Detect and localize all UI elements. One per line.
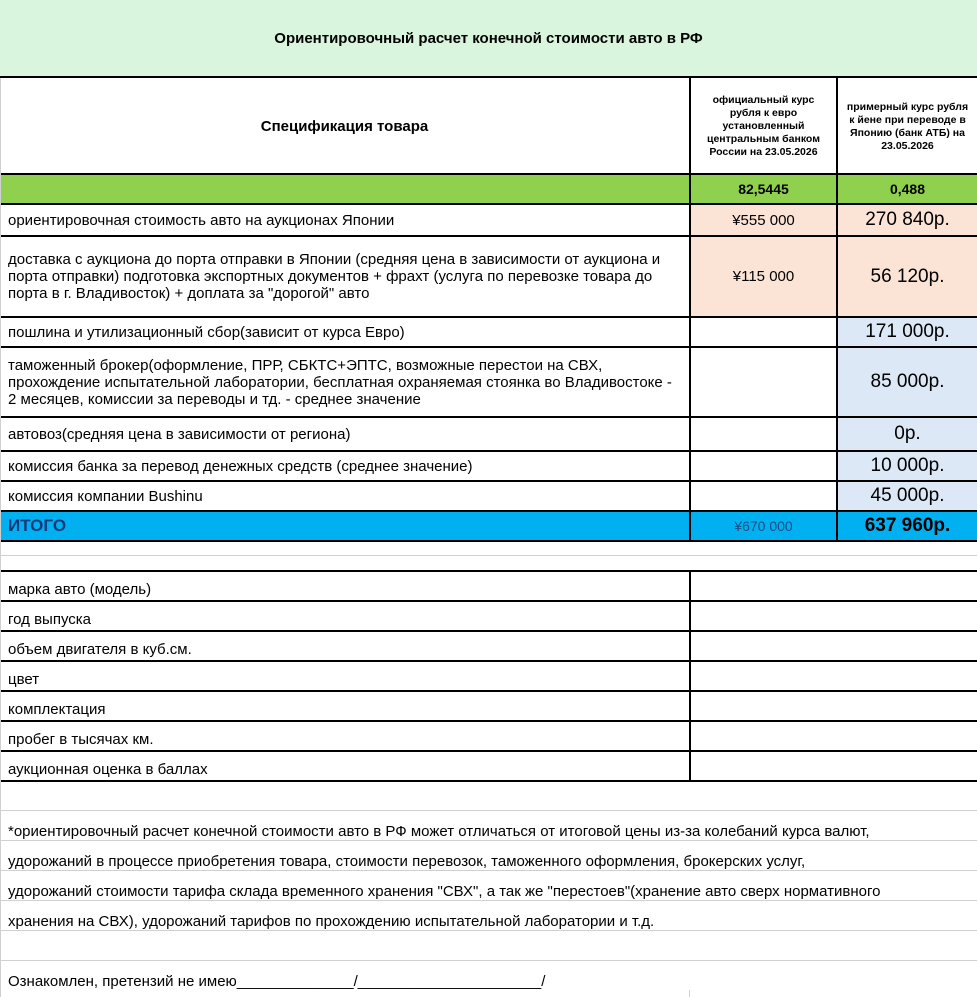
car-field-value[interactable] (691, 602, 977, 630)
total-label: ИТОГО (8, 516, 67, 535)
cost-row-label: комиссия компании Bushinu (8, 487, 203, 505)
euro-rate-value: 82,5445 (738, 181, 789, 197)
cost-row-rub: 56 120р. (838, 237, 977, 316)
cost-row-label: пошлина и утилизационный сбор(зависит от курса Евро) (8, 323, 405, 341)
grid-line (0, 600, 977, 602)
grid-line (0, 930, 977, 931)
cost-row-yen (691, 418, 836, 450)
car-field-value[interactable] (691, 692, 977, 720)
note-line: *ориентировочный расчет конечной стоимости авто в РФ может отличаться от итоговой цены из-за колебаний курса валют, (8, 822, 870, 840)
grid-line (689, 570, 691, 782)
grid-line (0, 690, 977, 692)
grid-line (0, 173, 977, 175)
grid-line (0, 416, 977, 418)
car-field-label: аукционная оценка в баллах (8, 760, 208, 778)
cost-row-rub: 10 000р. (838, 452, 977, 480)
car-field-value[interactable] (691, 572, 977, 600)
cost-row-label: доставка с аукциона до порта отправки в Японии (средняя цена в зависимости от аукциона и порта отправки) подготовка экспортных документов + фрахт (услуга по перевозке товара до порта в г. Владивосток) + доплата за "дорогой" авто (8, 251, 661, 302)
grid-line (0, 660, 977, 662)
grid-line (0, 316, 977, 318)
cost-row-label: комиссия банка за перевод денежных средств (среднее значение) (8, 457, 473, 475)
page-title: Ориентировочный расчет конечной стоимости авто в РФ (274, 29, 703, 47)
grid-line (0, 810, 977, 811)
grid-line (0, 750, 977, 752)
car-field-value[interactable] (691, 752, 977, 780)
grid-line (0, 720, 977, 722)
grid-line (0, 235, 977, 237)
total-rub: 637 960р. (864, 515, 951, 536)
total-yen: ¥670 000 (734, 518, 793, 534)
grid-line (0, 570, 977, 572)
car-field-label: марка авто (модель) (8, 580, 152, 598)
note-line: удорожаний стоимости тарифа склада временного хранения "СВХ", а так же "перестоев"(хранение авто сверх нормативного (8, 882, 881, 900)
yen-rate-header: примерный курс рубля к йене при переводе в Японию (банк АТБ) на 23.05.2026 (846, 100, 969, 152)
grid-line (0, 540, 977, 542)
car-field-label: комплектация (8, 700, 106, 718)
grid-line (689, 78, 691, 542)
spec-header: Спецификация товара (260, 118, 429, 135)
grid-line (0, 900, 977, 901)
grid-line (0, 78, 1, 997)
car-field-value[interactable] (691, 662, 977, 690)
cost-row-label: ориентировочная стоимость авто на аукционах Японии (8, 211, 395, 229)
cost-row-rub: 171 000р. (838, 318, 977, 346)
car-field-label: цвет (8, 670, 40, 688)
cost-row-label: таможенный брокер(оформление, ПРР, СБКТС+ЭПТС, возможные перестои на СВХ, прохождение испытательной лаборатории, бесплатная охраняемая стоянка во Владивостоке - 2 месяцев, комиссии за переводы и тд. - среднее значение (8, 356, 672, 408)
grid-line (689, 990, 690, 997)
grid-line (0, 780, 977, 782)
grid-line (0, 960, 977, 961)
note-line: удорожаний в процессе приобретения товара, стоимости перевозок, таможенного оформления, брокерских услуг, (8, 852, 806, 870)
cost-row-yen: ¥115 000 (691, 237, 836, 316)
cost-row-yen (691, 318, 836, 346)
grid-line (0, 480, 977, 482)
grid-line (836, 78, 838, 542)
cost-row-yen (691, 348, 836, 416)
cost-row-rub: 85 000р. (838, 348, 977, 416)
cost-row-yen (691, 482, 836, 510)
grid-line (0, 630, 977, 632)
grid-line (0, 840, 977, 841)
cost-row-yen: ¥555 000 (691, 205, 836, 235)
grid-line (0, 870, 977, 871)
cost-row-yen (691, 452, 836, 480)
car-field-label: пробег в тысячах км. (8, 730, 154, 748)
cost-row-label: автовоз(средняя цена в зависимости от региона) (8, 425, 351, 443)
cost-row-rub: 0р. (838, 418, 977, 450)
car-field-value[interactable] (691, 632, 977, 660)
grid-line (0, 346, 977, 348)
acknowledgement-line: Ознакомлен, претензий не имею______________/______________________/ (8, 972, 546, 990)
cost-row-rub: 270 840р. (838, 205, 977, 235)
grid-line (0, 510, 977, 512)
car-field-label: объем двигателя в куб.см. (8, 640, 192, 658)
note-line: хранения на СВХ), удорожаний тарифов по прохождению испытательной лаборатории и т.д. (8, 912, 655, 930)
grid-line (0, 203, 977, 205)
yen-rate-value: 0,488 (889, 181, 926, 197)
grid-line (0, 555, 977, 556)
grid-line (0, 450, 977, 452)
euro-rate-header: официальный курс рубля к евро установленный центральным банком России на 23.05.2026 (707, 94, 820, 158)
cost-row-rub: 45 000р. (838, 482, 977, 510)
car-field-label: год выпуска (8, 610, 92, 628)
car-field-value[interactable] (691, 722, 977, 750)
